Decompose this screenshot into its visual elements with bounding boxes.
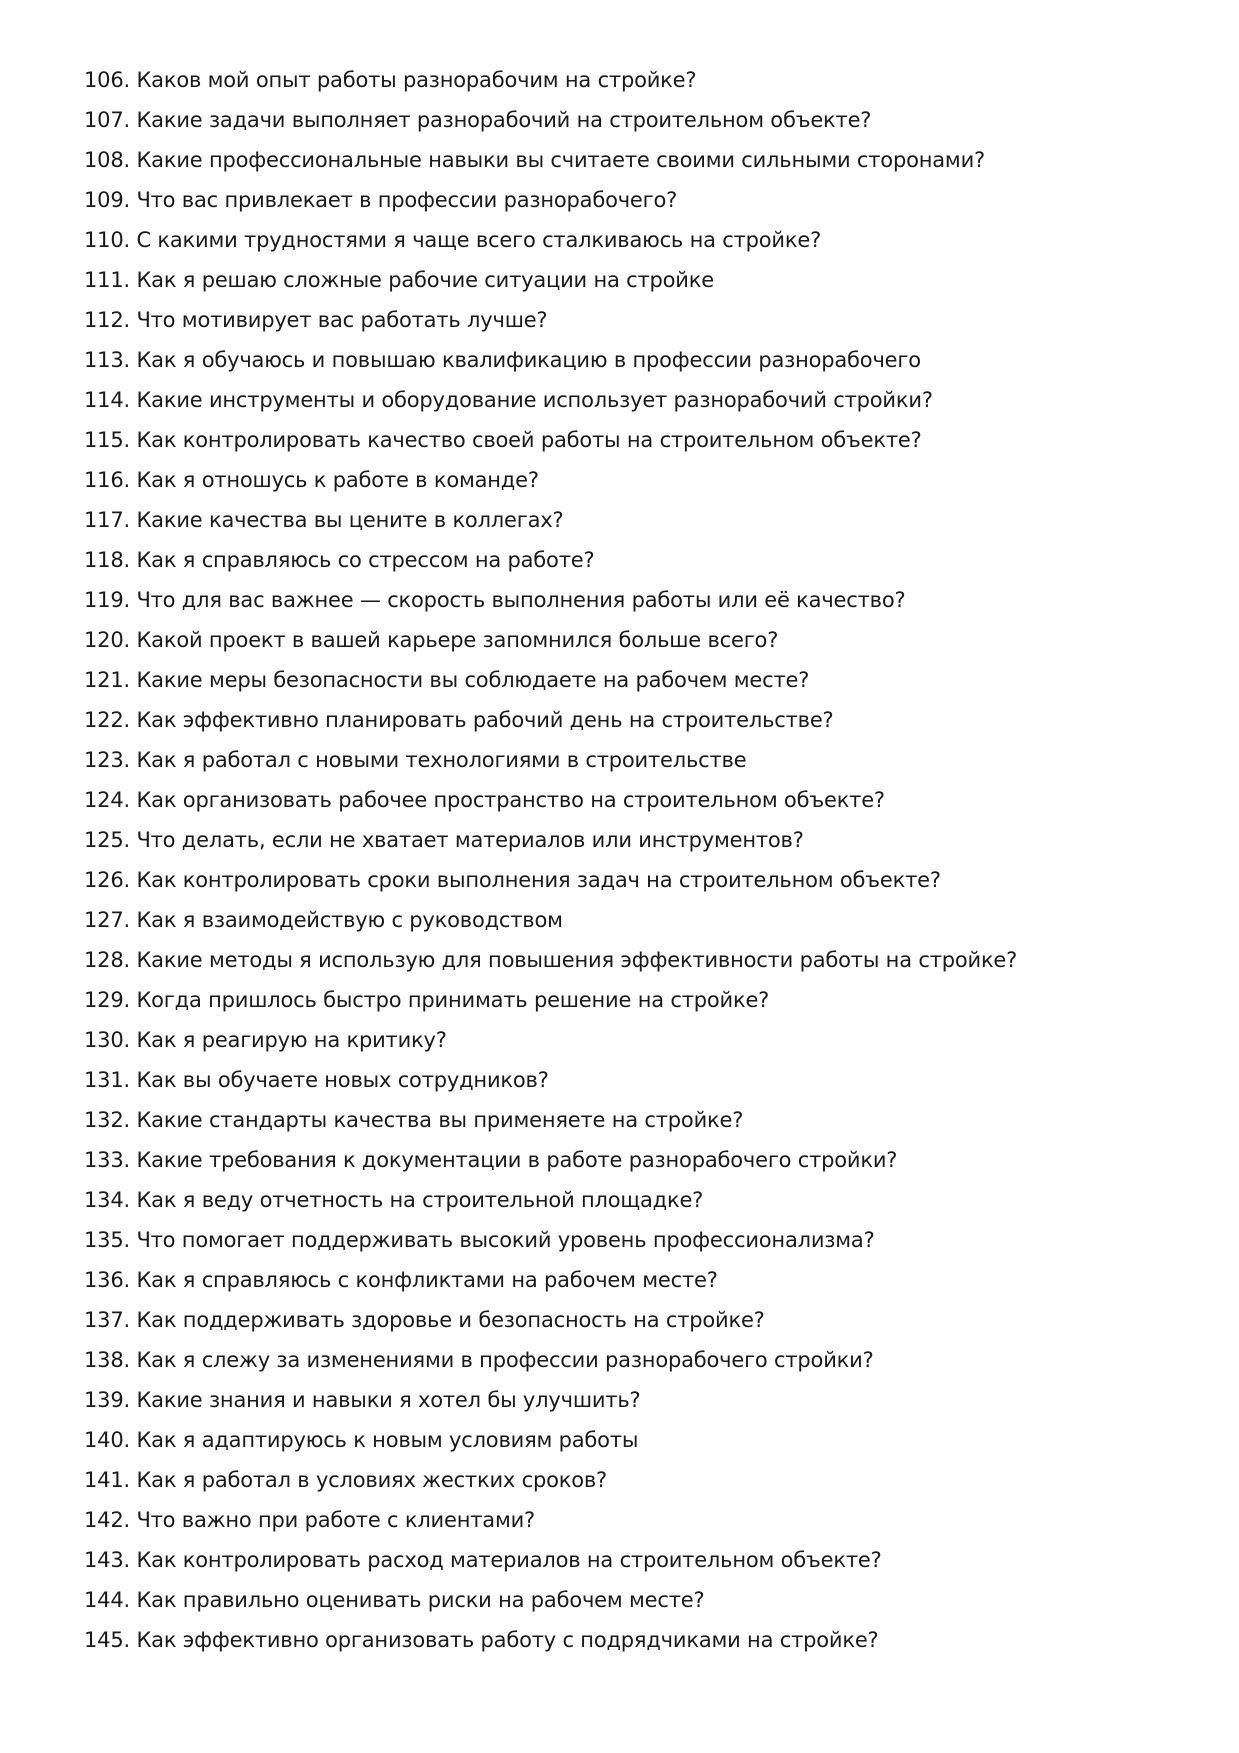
question-text: Как контролировать сроки выполнения задач на строительном объекте?	[136, 868, 941, 892]
question-item	[84, 740, 1184, 780]
question-number: 137.	[84, 1308, 130, 1332]
question-text: Какие задачи выполняет разнорабочий на строительном объекте?	[136, 108, 872, 132]
question-text: Что вас привлекает в профессии разнорабочего?	[136, 188, 678, 212]
question-item	[84, 100, 1184, 140]
question-text: Какие качества вы цените в коллегах?	[136, 508, 564, 532]
question-text: Какие профессиональные навыки вы считаете своими сильными сторонами?	[136, 148, 985, 172]
question-item	[84, 540, 1184, 580]
question-text: Что для вас важнее — скорость выполнения работы или её качество?	[136, 588, 906, 612]
question-text: Какой проект в вашей карьере запомнился больше всего?	[136, 628, 779, 652]
question-item	[84, 180, 1184, 220]
question-item	[84, 340, 1184, 380]
question-text: Как я адаптируюсь к новым условиям работы	[136, 1428, 639, 1452]
question-text: Как контролировать качество своей работы на строительном объекте?	[136, 428, 922, 452]
question-number: 123.	[84, 748, 130, 772]
question-text: Как я обучаюсь и повышаю квалификацию в профессии разнорабочего	[136, 348, 921, 372]
question-item	[84, 380, 1184, 420]
question-number: 116.	[84, 468, 130, 492]
question-item	[84, 1500, 1184, 1540]
question-text: Как я реагирую на критику?	[136, 1028, 447, 1052]
question-item	[84, 700, 1184, 740]
question-number: 143.	[84, 1548, 130, 1572]
question-text: Как я работал в условиях жестких сроков?	[136, 1468, 607, 1492]
question-number: 126.	[84, 868, 130, 892]
question-number: 109.	[84, 188, 130, 212]
question-item	[84, 580, 1184, 620]
question-item	[84, 1020, 1184, 1060]
question-item	[84, 460, 1184, 500]
question-text: Как эффективно планировать рабочий день на строительстве?	[136, 708, 834, 732]
question-item	[84, 1140, 1184, 1180]
question-item	[84, 220, 1184, 260]
question-text: Как правильно оценивать риски на рабочем месте?	[136, 1588, 705, 1612]
question-text: Как я справляюсь с конфликтами на рабочем месте?	[136, 1268, 718, 1292]
question-number: 130.	[84, 1028, 130, 1052]
question-item	[84, 1220, 1184, 1260]
question-item	[84, 780, 1184, 820]
question-text: Что делать, если не хватает материалов или инструментов?	[136, 828, 804, 852]
question-number: 118.	[84, 548, 130, 572]
question-item	[84, 940, 1184, 980]
question-text: Как я взаимодействую с руководством	[136, 908, 563, 932]
question-item	[84, 260, 1184, 300]
question-number: 120.	[84, 628, 130, 652]
question-item	[84, 660, 1184, 700]
question-number: 127.	[84, 908, 130, 932]
question-text: Как организовать рабочее пространство на строительном объекте?	[136, 788, 885, 812]
question-item	[84, 1460, 1184, 1500]
question-text: Как я работал с новыми технологиями в строительстве	[136, 748, 747, 772]
question-number: 128.	[84, 948, 130, 972]
question-item	[84, 820, 1184, 860]
question-text: Какие инструменты и оборудование использует разнорабочий стройки?	[136, 388, 933, 412]
question-number: 138.	[84, 1348, 130, 1372]
question-item	[84, 900, 1184, 940]
question-text: Как поддерживать здоровье и безопасность на стройке?	[136, 1308, 765, 1332]
question-item	[84, 1580, 1184, 1620]
question-number: 142.	[84, 1508, 130, 1532]
question-item	[84, 1380, 1184, 1420]
question-number: 112.	[84, 308, 130, 332]
question-number: 139.	[84, 1388, 130, 1412]
question-text: Как я отношусь к работе в команде?	[136, 468, 539, 492]
question-text: Как контролировать расход материалов на строительном объекте?	[136, 1548, 882, 1572]
question-number: 117.	[84, 508, 130, 532]
question-item	[84, 1060, 1184, 1100]
question-text: Как я решаю сложные рабочие ситуации на стройке	[136, 268, 714, 292]
question-number: 122.	[84, 708, 130, 732]
question-item	[84, 1540, 1184, 1580]
question-text: Какие методы я использую для повышения эффективности работы на стройке?	[136, 948, 1018, 972]
question-text: С какими трудностями я чаще всего сталкиваюсь на стройке?	[136, 228, 822, 252]
question-item	[84, 1180, 1184, 1220]
question-text: Как вы обучаете новых сотрудников?	[136, 1068, 549, 1092]
question-number: 110.	[84, 228, 130, 252]
question-number: 115.	[84, 428, 130, 452]
question-text: Какие знания и навыки я хотел бы улучшить?	[136, 1388, 641, 1412]
question-number: 140.	[84, 1428, 130, 1452]
question-number: 119.	[84, 588, 130, 612]
question-number: 136.	[84, 1268, 130, 1292]
question-number: 108.	[84, 148, 130, 172]
question-number: 144.	[84, 1588, 130, 1612]
question-number: 124.	[84, 788, 130, 812]
question-text: Как я слежу за изменениями в профессии разнорабочего стройки?	[136, 1348, 874, 1372]
question-item	[84, 620, 1184, 660]
question-item	[84, 1300, 1184, 1340]
question-number: 107.	[84, 108, 130, 132]
question-number: 131.	[84, 1068, 130, 1092]
question-list	[84, 60, 1184, 1660]
question-text: Каков мой опыт работы разнорабочим на стройке?	[136, 68, 697, 92]
question-text: Что мотивирует вас работать лучше?	[136, 308, 548, 332]
question-item	[84, 300, 1184, 340]
question-number: 111.	[84, 268, 130, 292]
question-text: Как я справляюсь со стрессом на работе?	[136, 548, 595, 572]
question-number: 135.	[84, 1228, 130, 1252]
question-number: 145.	[84, 1628, 130, 1652]
question-item	[84, 1100, 1184, 1140]
question-item	[84, 1260, 1184, 1300]
question-number: 125.	[84, 828, 130, 852]
question-number: 114.	[84, 388, 130, 412]
question-item	[84, 500, 1184, 540]
question-item	[84, 1340, 1184, 1380]
question-number: 129.	[84, 988, 130, 1012]
question-item	[84, 860, 1184, 900]
question-text: Когда пришлось быстро принимать решение на стройке?	[136, 988, 770, 1012]
question-item	[84, 1420, 1184, 1460]
question-text: Что важно при работе с клиентами?	[136, 1508, 535, 1532]
question-number: 141.	[84, 1468, 130, 1492]
question-text: Какие требования к документации в работе разнорабочего стройки?	[136, 1148, 898, 1172]
question-number: 133.	[84, 1148, 130, 1172]
question-text: Как я веду отчетность на строительной площадке?	[136, 1188, 704, 1212]
question-text: Что помогает поддерживать высокий уровень профессионализма?	[136, 1228, 875, 1252]
question-text: Какие стандарты качества вы применяете на стройке?	[136, 1108, 744, 1132]
question-number: 134.	[84, 1188, 130, 1212]
question-text: Как эффективно организовать работу с подрядчиками на стройке?	[136, 1628, 879, 1652]
question-item	[84, 420, 1184, 460]
question-item	[84, 60, 1184, 100]
question-number: 121.	[84, 668, 130, 692]
question-number: 106.	[84, 68, 130, 92]
question-number: 113.	[84, 348, 130, 372]
question-item	[84, 140, 1184, 180]
question-item	[84, 980, 1184, 1020]
question-text: Какие меры безопасности вы соблюдаете на рабочем месте?	[136, 668, 810, 692]
question-item	[84, 1620, 1184, 1660]
question-number: 132.	[84, 1108, 130, 1132]
